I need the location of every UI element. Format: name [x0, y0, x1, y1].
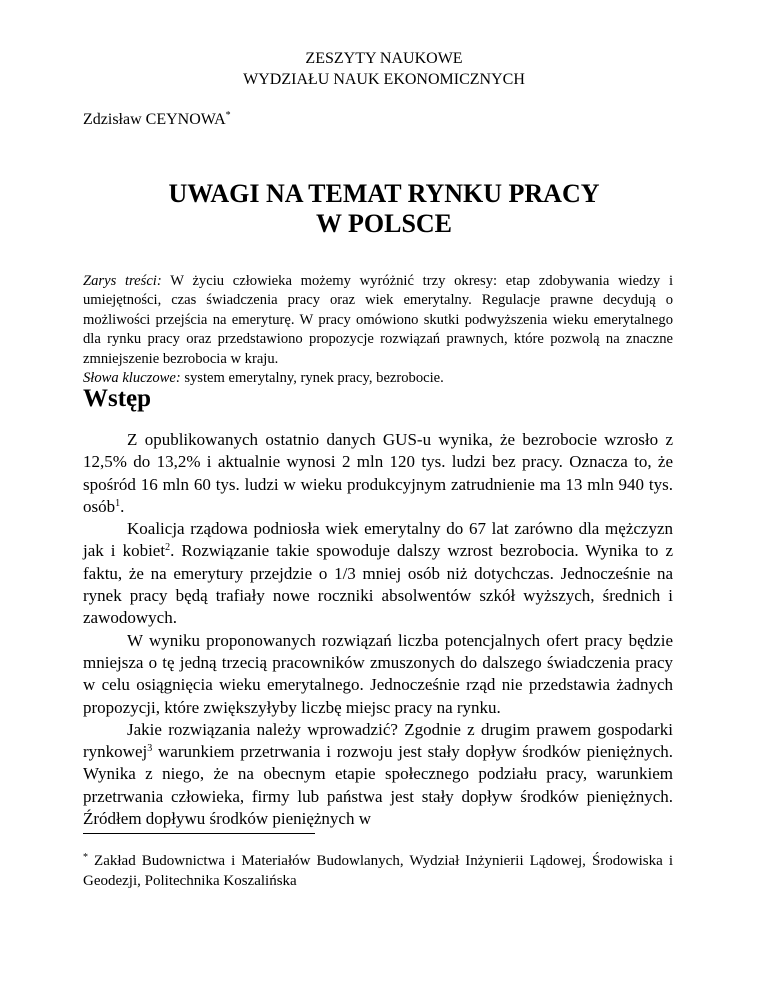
footnote-text: Zakład Budownictwa i Materiałów Budowlanych, Wydział Inżynierii Lądowej, Środowiska i Geodezji, Politechnika Koszalińska [83, 853, 673, 889]
p4-text-b: warunkiem przetrwania i rozwoju jest stały dopływ środków pieniężnych. Wynika z niego, że na obecnym etapie społecznego podziału pracy, warunkiem przetrwania człowieka, firmy lub państwa jest stały dopływ środków pieniężnych. Źródłem dopływu środków pieniężnych w [83, 742, 673, 829]
p4-text-a: Jakie rozwiązania należy wprowadzić? Zgodnie z drugim prawem gospodarki rynkowej [83, 719, 673, 762]
p1-text: Z opublikowanych ostatnio danych GUS-u wynika, że bezrobocie wzrosło z 12,5% do 13,2% i aktualnie wynosi 2 mln 120 tys. ludzi bez pracy. Oznacza to, że spośród 16 mln 60 tys. ludzi w wieku produkcyjnym zatrudnienie ma 13 mln 940 tys. osób [83, 430, 673, 516]
keywords-label: Słowa kluczowe: [83, 370, 181, 387]
p2-text-a: Koalicja rządowa podniosła wiek emerytalny do 67 lat zarówno dla mężczyzn jak i kobiet [83, 519, 673, 561]
section-heading: Wstęp [83, 385, 152, 412]
article-title [0, 179, 768, 239]
journal-name-line2: WYDZIAŁU NAUK EKONOMICZNYCH [243, 71, 525, 88]
p1-end: . [120, 496, 125, 516]
footnote-divider [83, 833, 315, 834]
author-footnote-mark: * [225, 110, 231, 121]
abstract-text: W życiu człowieka możemy wyróżnić trzy okresy: etap zdobywania wiedzy i umiejętności, czas świadczenia pracy oraz wiek emerytalny. Regulacje prawne decydują o możliwości przejścia na emeryturę. W pracy omówiono skutki podwyższenia wieku emerytalnego dla rynku pracy oraz przedstawiono propozycje rozwiązań prawnych, które pozwolą na znaczne zmniejszenie bezrobocia w kraju. [83, 273, 674, 367]
p2-text-b: . Rozwiązanie takie spowoduje dalszy wzrost bezrobocia. Wynika to z faktu, że na emerytury przejdzie o 1/3 mniej osób niż dotychczas. Jednocześnie na rynek pracy będą trafiały nowe roczniki absolwentów szkół wyższych, średnich i zawodowych. [83, 541, 674, 628]
footnote-ref-1: 1 [115, 497, 121, 509]
footnote-ref-3: 3 [147, 743, 153, 755]
footnote-ref-2: 2 [165, 542, 171, 554]
keywords-text: system emerytalny, rynek pracy, bezrobocie. [180, 370, 444, 387]
title-line2: W POLSCE [315, 209, 453, 238]
body-paragraph-1 [83, 429, 673, 518]
body-paragraph-2 [83, 518, 673, 629]
author-line [83, 110, 231, 129]
journal-name-line1: ZESZYTY NAUKOWE [305, 50, 463, 67]
body-text [83, 429, 673, 830]
body-paragraph-3: W wyniku proponowanych rozwiązań liczba potencjalnych ofert pracy będzie mniejsza o tę jedną trzecią pracowników zmuszonych do dalszego świadczenia pracy w celu osiągnięcia wieku emerytalnego. Jednocześnie rząd nie przedstawia żadnych propozycji, które zwiększyłyby liczbę miejsc pracy na rynku. [83, 630, 673, 717]
author-name: Zdzisław CEYNOWA [83, 111, 226, 128]
journal-header [0, 48, 768, 90]
body-paragraph-4 [83, 719, 673, 830]
title-line1: UWAGI NA TEMAT RYNKU PRACY [168, 179, 600, 208]
abstract [83, 272, 673, 388]
footnote [83, 852, 673, 891]
abstract-label: Zarys treści: [83, 273, 162, 289]
abstract-paragraph [83, 272, 673, 369]
footnote-mark: * [83, 852, 88, 863]
keywords-paragraph [83, 369, 673, 388]
